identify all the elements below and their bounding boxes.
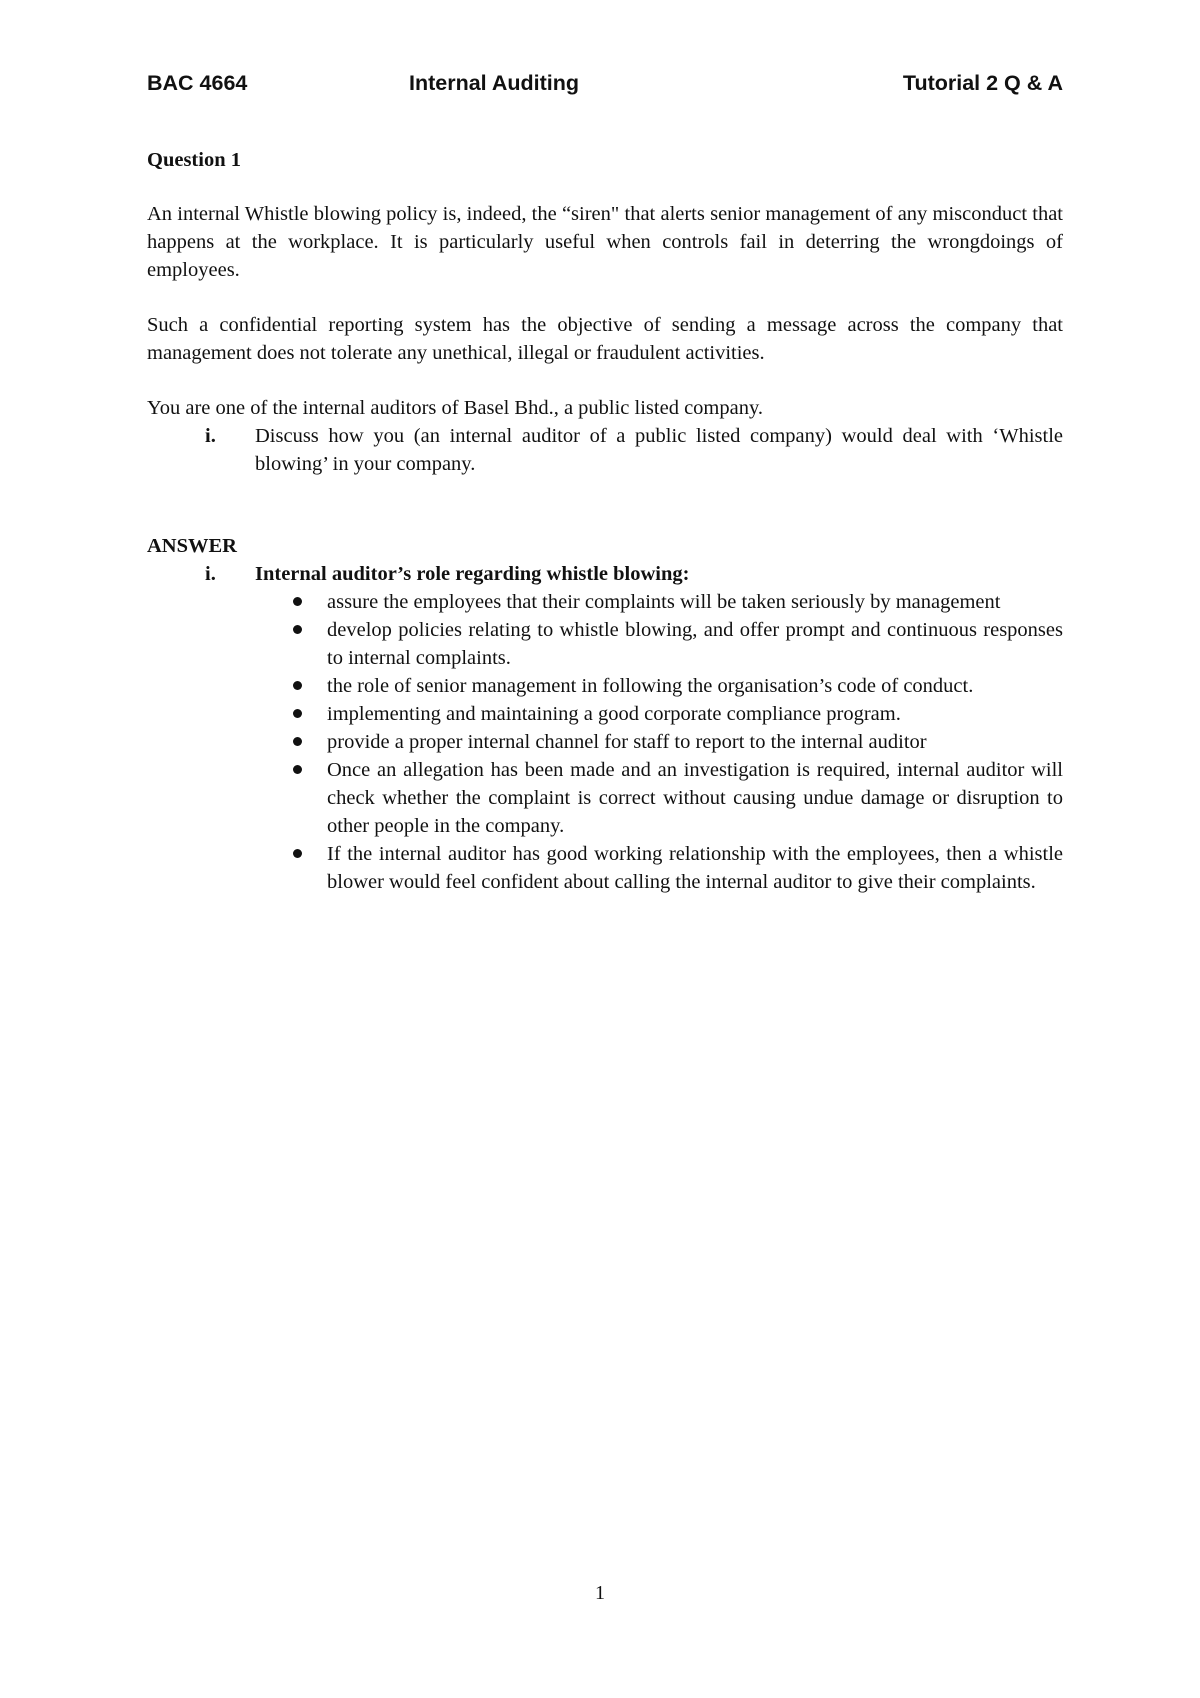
answer-bullet-list xyxy=(147,588,1063,896)
answer-title: ANSWER xyxy=(147,535,237,557)
course-name: Internal Auditing xyxy=(409,71,579,95)
bullet-icon xyxy=(293,597,302,606)
list-item: the role of senior management in following the organisation’s code of conduct. xyxy=(327,672,1063,700)
question-title: Question 1 xyxy=(147,149,241,171)
page-header xyxy=(147,71,1063,103)
answer-heading: Internal auditor’s role regarding whistle blowing: xyxy=(255,563,690,585)
document-body xyxy=(147,146,1063,896)
question-paragraph-2: Such a confidential reporting system has the objective of sending a message across the company that management does not tolerate any unethical, illegal or fraudulent activities. xyxy=(147,314,1063,364)
question-item-number: i. xyxy=(205,425,216,447)
question-item-text: Discuss how you (an internal auditor of a public listed company) would deal with ‘Whistle blowing’ in your company. xyxy=(255,425,1063,475)
question-paragraph-1: An internal Whistle blowing policy is, indeed, the “siren" that alerts senior management of any misconduct that happens at the workplace. It is particularly useful when controls fail in deterring the wrongdoings of employees. xyxy=(147,203,1063,281)
list-item: develop policies relating to whistle blowing, and offer prompt and continuous responses to internal complaints. xyxy=(327,616,1063,672)
bullet-icon xyxy=(293,737,302,746)
bullet-icon xyxy=(293,849,302,858)
list-item: Once an allegation has been made and an investigation is required, internal auditor will check whether the complaint is correct without causing undue damage or disruption to other people in the company. xyxy=(327,756,1063,840)
question-item xyxy=(147,422,1063,478)
list-item: implementing and maintaining a good corporate compliance program. xyxy=(327,700,1063,728)
bullet-icon xyxy=(293,625,302,634)
bullet-icon xyxy=(293,765,302,774)
bullet-icon xyxy=(293,681,302,690)
answer-item-number: i. xyxy=(205,563,216,585)
document-title: Tutorial 2 Q & A xyxy=(902,71,1063,95)
answer-item xyxy=(147,560,1063,588)
question-paragraph-3: You are one of the internal auditors of Basel Bhd., a public listed company. xyxy=(147,397,764,419)
list-item: provide a proper internal channel for staff to report to the internal auditor xyxy=(327,728,1063,756)
bullet-icon xyxy=(293,709,302,718)
list-item: If the internal auditor has good working relationship with the employees, then a whistle blower would feel confident about calling the internal auditor to give their complaints. xyxy=(327,840,1063,896)
page-number: 1 xyxy=(595,1582,605,1604)
course-code: BAC 4664 xyxy=(147,71,248,95)
list-item: assure the employees that their complaints will be taken seriously by management xyxy=(327,588,1063,616)
